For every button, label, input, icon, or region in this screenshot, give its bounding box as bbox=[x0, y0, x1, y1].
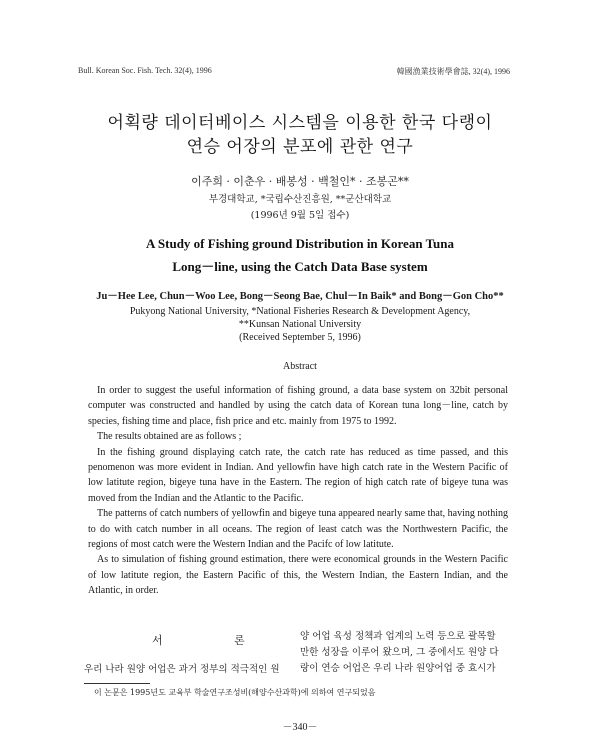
english-title-line1: A Study of Fishing ground Distribution in Korean Tuna bbox=[145, 236, 455, 251]
korean-affiliations: 부경대학교, *국립수산진흥원, **군산대학교 bbox=[208, 194, 392, 205]
korean-received-date: (1996년 9월 5일 접수) bbox=[250, 210, 350, 221]
english-authors: Ju－Hee Lee, Chun－Woo Lee, Bong－Seong Bae, Chul－In Baik* and Bong－Gon Cho** bbox=[96, 291, 504, 302]
abstract-paragraph: In the fishing ground displaying catch rate, the catch rate has reduced as time passed, and this penomenon was more evident in Indian. And yellowfin have high catch rate in the Western Pacific of low latitute region, bigeye tuna have in the Eastern. The region of high catch rate of bigeye tuna was moved from the Indian and the Atlantic to the Pacific. bbox=[88, 446, 508, 504]
introduction-right-line: 랑이 연승 어업은 우리 나라 원양어업 중 효시가 bbox=[300, 663, 496, 674]
korean-title-line1: 어획량 데이터베이스 시스템을 이용한 한국 다랭이 bbox=[107, 113, 493, 133]
introduction-right-line: 양 어업 육성 정책과 업계의 노력 등으로 괄목할 bbox=[300, 631, 496, 642]
journal-header-korean: 韓國漁業技術學會誌, 32(4), 1996 bbox=[396, 67, 510, 76]
english-title-line2: Long－line, using the Catch Data Base system bbox=[172, 259, 428, 274]
abstract-paragraph: In order to suggest the useful information of fishing ground, a data base system on 32bit personal computer was constructed and handled by using the catch data of Korean tuna long－line, catch by species, fishing time and place, fish price and etc. mainly from 1975 to 1992. bbox=[88, 385, 508, 427]
journal-header-english: Bull. Korean Soc. Fish. Tech. 32(4), 1996 bbox=[78, 66, 212, 75]
korean-authors: 이주희 · 이춘우 · 배봉성 · 백철인* · 조봉곤** bbox=[191, 175, 409, 188]
english-affiliation-line2: **Kunsan National University bbox=[238, 319, 362, 330]
abstract-heading: Abstract bbox=[283, 361, 317, 372]
english-affiliation-line1: Pukyong National University, *National Fisheries Research & Development Agency, bbox=[129, 306, 471, 317]
abstract-paragraph: As to simulation of fishing ground estimation, there were economical grounds in the Western Pacific of low latitute region, the Eastern Pacific of this, the Western Indian, the Eastern Indian, and the Atlantic, in order. bbox=[88, 554, 508, 597]
abstract-body bbox=[88, 383, 508, 599]
abstract-paragraph: The patterns of catch numbers of yellowfin and bigeye tuna appeared nearly same that, having nothing to do with catch number in all oceans. The region of least catch was the Northwestern Pacific, the regions of most catch were the Western Indian and the Pacifc of low latitute. bbox=[88, 508, 508, 551]
introduction-right-column bbox=[300, 629, 516, 677]
korean-title-line2: 연승 어장의 분포에 관한 연구 bbox=[186, 137, 414, 157]
abstract-paragraph: The results obtained are as follows ; bbox=[97, 431, 242, 443]
introduction-right-line: 만한 성장을 이루어 왔으며, 그 중에서도 원양 다 bbox=[300, 647, 499, 658]
funding-footnote: 이 논문은 1995년도 교육부 학술연구조성비(해양수산과학)에 의하여 연구되었음 bbox=[94, 688, 376, 697]
introduction-heading: 서 론 bbox=[152, 634, 279, 647]
page-number: －340－ bbox=[282, 722, 318, 733]
introduction-left-column-text: 우리 나라 원양 어업은 과거 정부의 적극적인 원 bbox=[84, 664, 280, 675]
footnote-divider bbox=[84, 683, 150, 684]
english-received-date: (Received September 5, 1996) bbox=[239, 332, 361, 343]
